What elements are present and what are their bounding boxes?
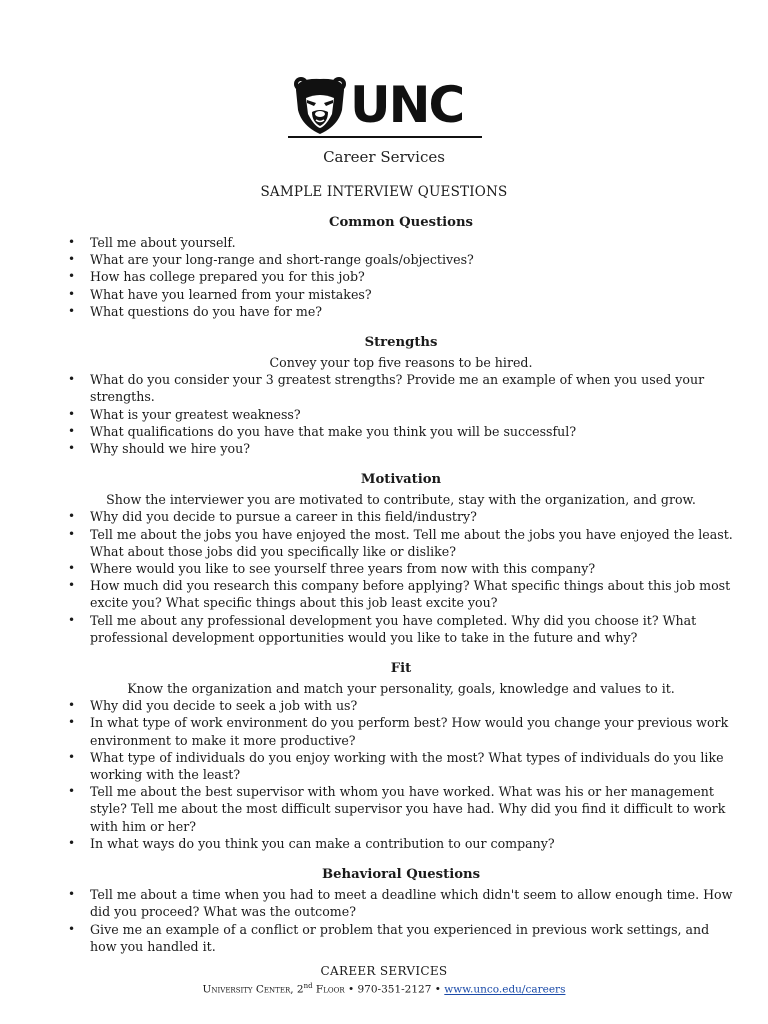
question-item — [66, 526, 736, 560]
question-list — [66, 371, 736, 457]
question-item — [66, 423, 736, 440]
section-heading: Behavioral Questions — [321, 867, 481, 883]
bullet-icon: • — [68, 235, 76, 249]
question-text: Tell me about the best supervisor with whom you have worked. What was his or her management style? Tell me about the most difficult supervisor you have had. Why did you find it difficult to work with him or her? — [90, 784, 726, 834]
section-common-questions — [66, 214, 736, 320]
question-list — [66, 697, 736, 852]
question-item — [66, 714, 736, 748]
question-item — [66, 783, 736, 835]
bullet-icon: • — [68, 784, 76, 799]
footer-address-superscript: nd — [303, 982, 313, 990]
question-list — [66, 886, 736, 955]
question-text: Tell me about a time when you had to meet a deadline which didn't seem to allow enough time. How did you proceed? What was the outcome? — [90, 887, 733, 920]
question-text: What do you consider your 3 greatest strengths? Provide me an example of when you used your strengths. — [90, 372, 705, 405]
section-heading: Common Questions — [329, 215, 473, 230]
question-item — [66, 560, 736, 577]
question-text: Tell me about any professional development you have completed. Why did you choose it? What professional development opportunities would you like to take in the future and why? — [90, 612, 697, 645]
question-text: Why should we hire you? — [90, 441, 250, 457]
section-heading: Strengths — [364, 335, 438, 351]
footer-title: CAREER SERVICES — [320, 964, 448, 978]
footer — [0, 963, 768, 997]
question-text: How has college prepared you for this job? — [90, 269, 365, 285]
bullet-icon: • — [68, 423, 76, 438]
footer-separator: • — [434, 983, 441, 996]
bullet-icon: • — [68, 441, 76, 456]
bullet-icon: • — [68, 509, 76, 524]
question-text: What are your long-range and short-range goals/objectives? — [90, 252, 474, 268]
question-item — [66, 886, 736, 920]
bullet-icon: • — [68, 561, 76, 576]
bullet-icon: • — [68, 406, 76, 421]
question-text: What questions do you have for me? — [90, 303, 323, 319]
question-item — [66, 577, 736, 611]
question-item — [66, 268, 736, 285]
section-spacer — [66, 320, 736, 334]
bullet-icon: • — [68, 715, 76, 730]
question-text: What qualifications do you have that make you think you will be successful? — [90, 423, 577, 439]
logo-wordmark: UNC — [350, 76, 464, 134]
question-item — [66, 508, 736, 525]
question-item — [66, 749, 736, 783]
section-strengths — [66, 334, 736, 457]
question-text: Where would you like to see yourself three years from now with this company? — [90, 561, 596, 577]
bullet-icon: • — [68, 835, 76, 850]
section-intro: Know the organization and match your personality, goals, knowledge and values to it. — [127, 681, 675, 697]
bullet-icon: • — [68, 303, 76, 318]
bullet-icon: • — [68, 698, 76, 713]
document-title: SAMPLE INTERVIEW QUESTIONS — [260, 184, 508, 200]
question-item — [66, 921, 736, 955]
question-item — [66, 612, 736, 646]
question-item — [66, 251, 736, 268]
footer-address-floor: Floor — [312, 983, 345, 996]
bullet-icon: • — [68, 921, 76, 936]
unit-name: Career Services — [323, 148, 445, 166]
question-item — [66, 286, 736, 303]
unc-logo — [292, 74, 480, 136]
footer-separator: • — [347, 983, 355, 996]
bullet-icon: • — [68, 578, 76, 593]
section-heading: Motivation — [360, 472, 442, 488]
section-spacer — [66, 646, 736, 660]
footer-contact-line — [0, 979, 768, 997]
question-text: In what ways do you think you can make a contribution to our company? — [90, 835, 555, 851]
section-spacer — [66, 852, 736, 866]
section-behavioral-questions — [66, 866, 736, 955]
bear-head-icon — [292, 74, 348, 136]
question-text: How much did you research this company before applying? What specific things about this job most excite you? What specific things about this job least excite you? — [90, 578, 731, 611]
logo-divider — [288, 136, 482, 138]
question-text: Tell me about yourself. — [90, 235, 236, 250]
footer-phone: 970-351-2127 — [357, 983, 432, 996]
section-intro: Show the interviewer you are motivated to contribute, stay with the organization, and grow. — [106, 492, 696, 508]
section-intro: Convey your top five reasons to be hired. — [269, 355, 533, 371]
question-item — [66, 371, 736, 405]
question-item — [66, 697, 736, 714]
question-item — [66, 303, 736, 320]
question-text: Tell me about the jobs you have enjoyed the most. Tell me about the jobs you have enjoyed the least. What about those jobs did you specifically like or dislike? — [90, 526, 733, 559]
question-list — [66, 234, 736, 320]
bullet-icon: • — [68, 252, 76, 267]
questions-content — [66, 214, 736, 955]
bullet-icon: • — [68, 269, 76, 284]
question-item — [66, 835, 736, 852]
question-text: Why did you decide to pursue a career in this field/industry? — [90, 509, 477, 525]
question-text: What have you learned from your mistakes? — [90, 286, 372, 302]
question-item — [66, 234, 736, 251]
bullet-icon: • — [68, 887, 76, 902]
section-heading: Fit — [390, 661, 412, 677]
question-text: Give me an example of a conflict or problem that you experienced in previous work settings, and how you handled it. — [90, 921, 710, 954]
question-text: What type of individuals do you enjoy working with the most? What types of individuals do you like working with the least? — [90, 749, 724, 783]
question-text: In what type of work environment do you perform best? How would you change your previous work environment to make it more productive? — [90, 715, 729, 748]
careers-website-link[interactable]: www.unco.edu/careers — [444, 983, 566, 996]
bullet-icon: • — [68, 749, 76, 764]
question-list — [66, 508, 736, 646]
section-fit — [66, 660, 736, 852]
section-spacer — [66, 457, 736, 471]
question-item — [66, 406, 736, 423]
bullet-icon: • — [68, 286, 76, 301]
question-text: Why did you decide to seek a job with us? — [90, 698, 358, 714]
question-text: What is your greatest weakness? — [90, 406, 301, 422]
bullet-icon: • — [68, 526, 76, 541]
bullet-icon: • — [68, 612, 76, 627]
section-motivation — [66, 471, 736, 646]
bullet-icon: • — [68, 372, 76, 387]
question-item — [66, 440, 736, 457]
footer-address: University Center, 2 — [202, 983, 304, 996]
